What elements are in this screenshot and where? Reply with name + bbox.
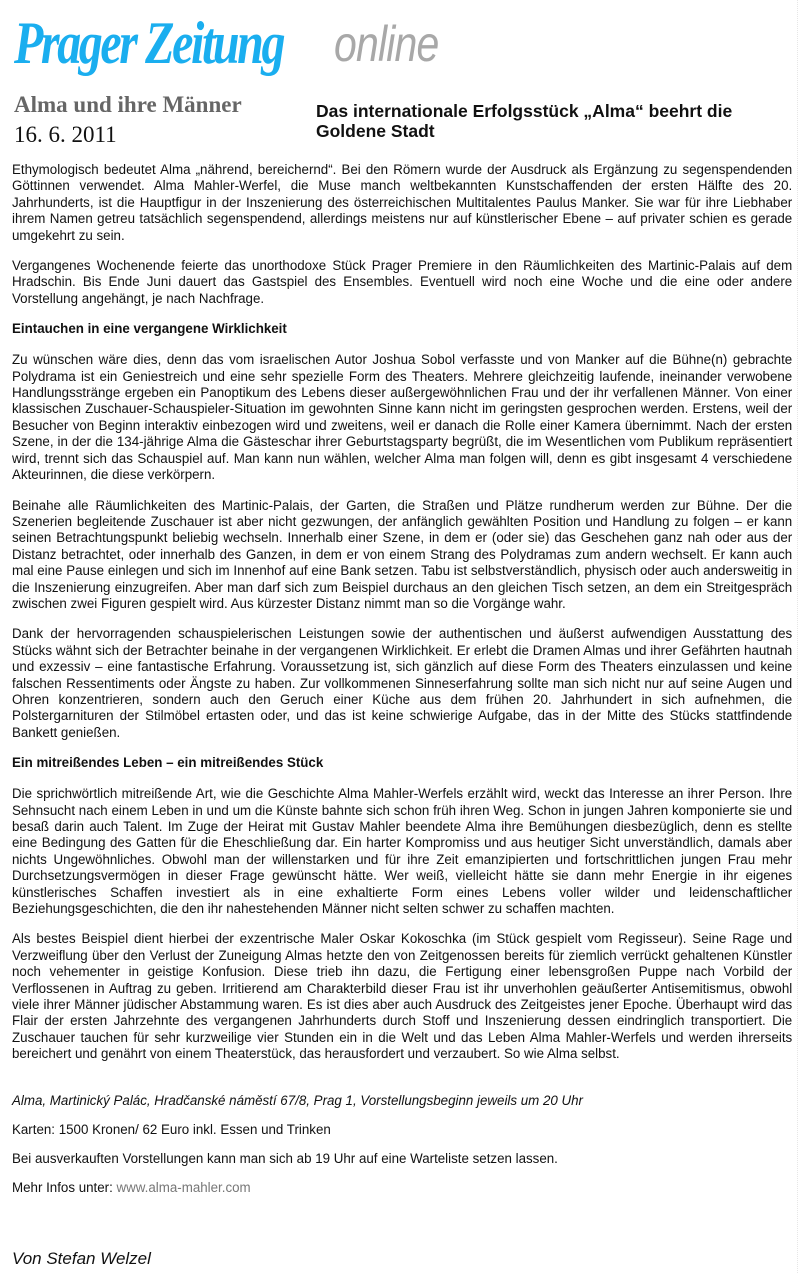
paragraph: Zu wünschen wäre dies, denn das vom israelischen Autor Joshua Sobol verfasste und von Manker auf die Bühne(n) gebrachte Polydrama ist ein Geniestreich und eine sehr spezielle Form des Theaters. Mehrere gleichzeitig laufende, ineinander verwobene Handlungsstränge ergeben ein Panoptikum des Lebens dieser außergewöhnlichen Frau und der ihr verfallenen Männer. Von einer klassischen Zuschauer-Schauspieler-Situation im gewohnten Sinne kann nicht im geringsten gesprochen werden. Erstens, weil der Besucher von Beginn interaktiv einbezogen wird und zweitens, weil er danach die Rolle einer Kamera übernimmt. Nach der ersten Szene, in der die 134-jährige Alma die Gästeschar ihrer Geburtstagsparty begrüßt, die im Wesentlichen vom Publikum repräsentiert wird, trennt sich das Schauspiel auf. Man kann nun wählen, welcher Alma man folgen will, denn es gibt insgesamt 4 verschiedene Akteurinnen, die diese verkörpern. — [12, 352, 793, 484]
ticket-info: Karten: 1500 Kronen/ 62 Euro inkl. Essen und Trinken — [12, 1122, 331, 1138]
article-date: 16. 6. 2011 — [14, 122, 117, 147]
venue-info: Alma, Martinický Palác, Hradčanské náměstí 67/8, Prag 1, Vorstellungsbeginn jeweils um 20 Uhr — [12, 1093, 584, 1109]
more-info-label: Mehr Infos unter: — [12, 1180, 117, 1196]
more-info-link[interactable]: www.alma-mahler.com — [116, 1180, 251, 1196]
logo-sub-text: online — [334, 16, 439, 72]
site-logo[interactable] — [14, 4, 439, 82]
paragraph: Dank der hervorragenden schauspielerischen Leistungen sowie der authentischen und äußerst aufwendigen Ausstattung des Stücks wähnt sich der Betrachter beinahe in der vergangenen Wirklichkeit. Er erlebt die Dramen Almas und ihrer Gefährten hautnah und exzessiv – eine fantastische Erfahrung. Voraussetzung ist, sich gänzlich auf diese Form des Theaters einzulassen und keine falschen Ressentiments oder Ängste zu haben. Zur vollkommenen Sinneserfahrung sollte man sich nicht nur auf seine Augen und Ohren konzentrieren, sondern auch den Geruch einer Küche aus dem frühen 20. Jahrhundert in sich aufnehmen, die Polstergarnituren der Stilmöbel ertasten oder, und das ist keine schwierige Aufgabe, das in der Mitte des Stücks stattfindende Bankett genießen. — [12, 626, 793, 741]
paragraph: Vergangenes Wochenende feierte das unorthodoxe Stück Prager Premiere in den Räumlichkeiten des Martinic-Palais auf dem Hradschin. Bis Ende Juni dauert das Gastspiel des Ensembles. Eventuell wird noch eine Woche und die eine oder andere Vorstellung angehängt, je nach Nachfrage. — [12, 258, 793, 307]
paragraph: Ethymologisch bedeutet Alma „nährend, bereichernd“. Bei den Römern wurde der Ausdruck als Ergänzung zu segenspendenden Göttinnen verwendet. Alma Mahler-Werfel, die Muse manch weltbekannten Kunstschaffenden der ersten Hälfte des 20. Jahrhunderts, ist die Hauptfigur in der Inszenierung des österreichischen Multitalentes Paulus Manker. Sie war für ihre Liebhaber ihrem Namen getreu tatsächlich segenspendend, allerdings meistens nur auf künstlerischer Ebene – auf privater schien es gerade umgekehrt zu sein. — [12, 162, 793, 244]
article-subtitle: Das internationale Erfolgsstück „Alma“ beehrt die Goldene Stadt — [316, 101, 733, 141]
section-heading: Ein mitreißendes Leben – ein mitreißendes Stück — [12, 755, 324, 772]
event-info — [12, 1093, 792, 1209]
article-body — [12, 162, 792, 1077]
logo-main-text: Prager Zeitung — [14, 10, 284, 76]
section-heading: Eintauchen in eine vergangene Wirklichkeit — [12, 321, 287, 338]
page-edge-border — [797, 0, 798, 1273]
paragraph: Als bestes Beispiel dient hierbei der exzentrische Maler Oskar Kokoschka (im Stück gespielt vom Regisseur). Seine Rage und Verzweiflung über den Verlust der Zuneigung Almas hetzte den von Zeitgenossen bereits für ziemlich verrückt gehaltenen Künstler noch vehementer in geistige Konfusion. Diese trieb ihn dazu, die Fertigung einer lebensgroßen Puppe nach Vorbild der Verflossenen in Auftrag zu geben. Irritierend am Charakterbild dieser Frau ist ihr unverhohlen geäußerter Antisemitismus, obwohl viele ihrer Männer jüdischer Abstammung waren. Es ist dies aber auch Ausdruck des Zeitgeistes jener Epoche. Überhaupt wird das Flair der ersten Jahrzehnte des vergangenen Jahrhunderts durch Stoff und Inszenierung dessen eindringlich transportiert. Die Zuschauer tauchen für sehr kurzweilige vier Stunden ein in die Welt und das Leben Alma Mahler-Werfels und werden ihrerseits bereichert und genährt von einem Theaterstück, das herausfordert und verzaubert. So wie Alma selbst. — [12, 931, 793, 1063]
author-byline: Von Stefan Welzel — [12, 1249, 151, 1268]
more-info — [12, 1180, 745, 1196]
paragraph: Beinahe alle Räumlichkeiten des Martinic-Palais, der Garten, die Straßen und Plätze rundherum werden zur Bühne. Der die Szenerien begleitende Zuschauer ist aber nicht gezwungen, der anfänglich gewählten Position und Handlung zu folgen – er kann seinen Betrachtungspunkt beliebig wechseln. Innerhalb einer Szene, in dem er (oder sie) das Geschehen ganz nah oder aus der Distanz betrachtet, oder innerhalb des Ganzen, in dem er von einem Strang des Polydramas zum andern wechselt. Er kann auch mal eine Pause einlegen und sich im Innenhof auf eine Bank setzen. Tabu ist selbstverständlich, physisch oder auch andersweitig in die Inszenierung einzugreifen. Aber man darf sich zum Beispiel durchaus an den gleichen Tisch setzen, an dem ein Streitgespräch zwischen zwei Figuren gespielt wird. Aus kürzester Distanz nimmt man so die Vorgänge wahr. — [12, 497, 793, 612]
waitlist-info: Bei ausverkauften Vorstellungen kann man sich ab 19 Uhr auf eine Warteliste setzen lassen. — [12, 1151, 558, 1167]
article-title: Alma und ihre Männer — [14, 92, 242, 117]
paragraph: Die sprichwörtlich mitreißende Art, wie die Geschichte Alma Mahler-Werfels erzählt wird, weckt das Interesse an ihrer Person. Ihre Sehnsucht nach einem Leben in und um die Künste bahnte sich schon früh ihren Weg. Schon in jungen Jahren komponierte sie und besaß darin auch Talent. Im Zuge der Heirat mit Gustav Mahler beendete Alma ihre Bemühungen diesbezüglich, denn es stellte eine Bedingung des Gatten für die Eheschließung dar. Ein harter Kompromiss und aus heutiger Sicht unverständlich, damals aber nichts Ungewöhnliches. Obwohl man der willenstarken und für ihre Zeit emanzipierten und fortschrittlichen jungen Frau mehr Durchsetzungsvermögen in dieser Frage gewünscht hätte. Wer weiß, vielleicht hätte sie dann mehr Energie in ihr eigenes künstlerisches Schaffen investiert als in eine exhaltierte Form eines Lebens voller wilder und leidenschaftlicher Beziehungsgeschichten, die den ihr nahestehenden Männer nicht selten schwer zu schaffen machten. — [12, 786, 793, 918]
